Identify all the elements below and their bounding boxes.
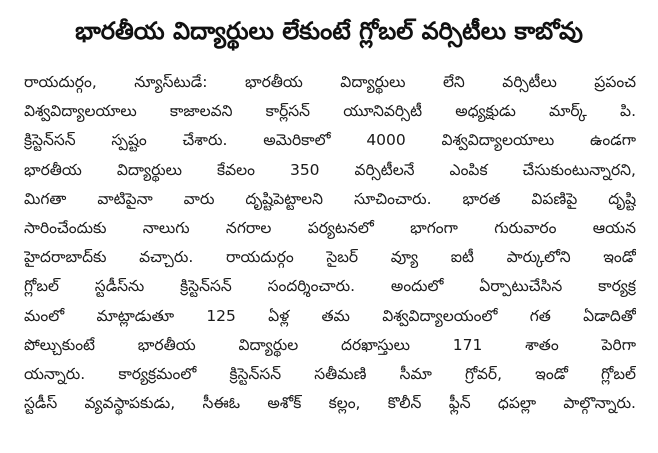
article-line: మిగతా వాటిపైనా వారు దృష్టిపెట్టాలని సూచించారు. భారత విపణిపై దృష్టి (24, 189, 636, 208)
article-line: మంలో మాట్లాడుతూ 125 ఏళ్ల తమ విశ్వవిద్యాలయంలో గత ఏడాదితో (24, 306, 636, 325)
article-line: సారించేందుకు నాలుగు నగరాల పర్యటనలో భాగంగా గురువారం ఆయన (24, 218, 636, 237)
article-line: పోల్చుకుంటే భారతీయ విద్యార్థుల దరఖాస్తులు 171 శాతం పెరిగా (24, 335, 636, 354)
article-line: హైదరాబాద్‌కు వచ్చారు. రాయదుర్గం సైబర్ వ్యూ ఐటీ పార్కులోని ఇండో (24, 248, 636, 267)
article-line: రాయదుర్గం, న్యూస్‌టుడే: భారతీయ విద్యార్థులు లేని వర్సిటీలు ప్రపంచ (24, 73, 636, 91)
article-line: భారతీయ విద్యార్థులు కేవలం 350 వర్సిటీలనే ఎంపిక చేసుకుంటున్నారని, (24, 160, 636, 179)
article-line: క్రిస్టెన్‌సన్ స్పష్టం చేశారు. అమెరికాలో 4000 విశ్వవిద్యాలయాలు ఉండగా (24, 131, 636, 150)
article-line: యన్నారు. కార్యక్రమంలో క్రిస్టెన్‌సన్ సతీమణి సీమా గ్రోవర్, ఇండో గ్లోబల్ (24, 364, 636, 383)
article-line: స్టడీస్ వ్యవస్థాపకుడు, సీఈఓ అశోక్ కల్లం, కొలీన్ ఫ్లీన్ ధపల్లా పాల్గొన్నారు. (24, 394, 636, 413)
article-line: గ్లోబల్ స్టడీస్‌ను క్రిస్టెన్‌సన్ సందర్శించారు. అందులో ఏర్పాటుచేసిన కార్యక్ర (24, 277, 636, 296)
article-body (24, 68, 636, 418)
headline: భారతీయ విద్యార్థులు లేకుంటే గ్లోబల్ వర్సిటీలు కాబోవు (75, 17, 583, 45)
article-line: విశ్వవిద్యాలయాలు కాజాలవని కార్ల్‌సన్ యూనివర్సిటీ అధ్యక్షుడు మార్క్ పి. (24, 102, 636, 121)
